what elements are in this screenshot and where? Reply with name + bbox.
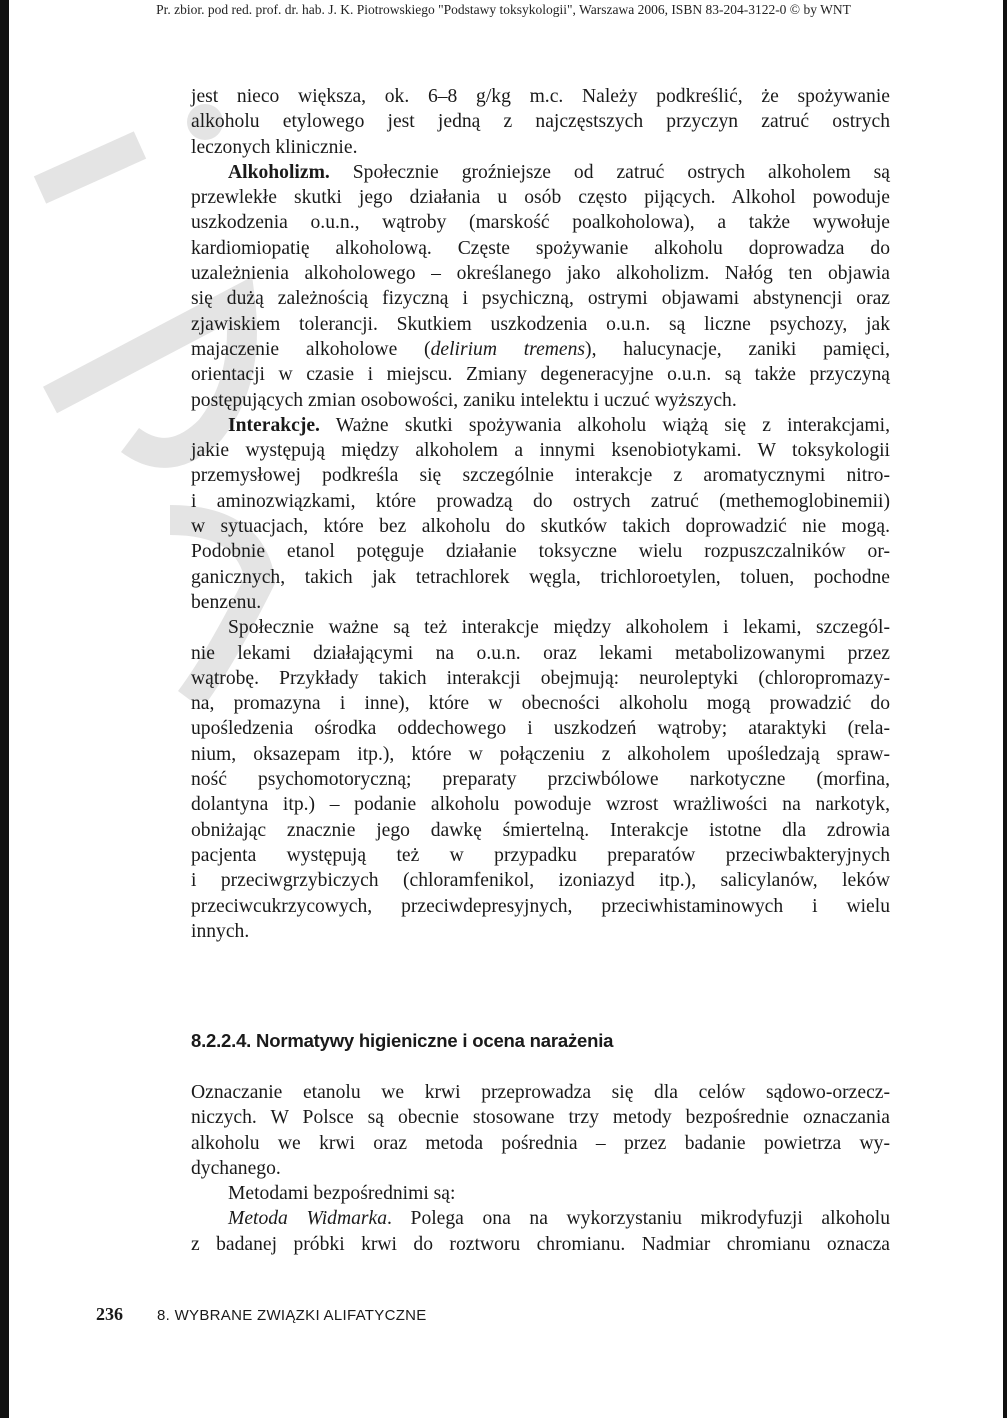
text-run: dolantyna itp.) – podanie alkoholu powoduje wzrost wrażliwości na narkotyk, — [191, 794, 890, 816]
text-run: przewlekłe skutki jego działania u osób często pijących. Alkohol powoduje — [191, 187, 890, 209]
text-run: jest nieco większa, ok. 6–8 g/kg m.c. Należy podkreślić, że spożywanie — [191, 86, 890, 107]
text-line — [191, 210, 890, 235]
text-line — [191, 236, 890, 261]
text-line — [191, 868, 890, 893]
text-line — [191, 388, 890, 413]
text-run: z badanej próbki krwi do roztworu chromianu. Nadmiar chromianu oznacza — [191, 1233, 890, 1255]
text-run: przeciwcukrzycowych, przeciwdepresyjnych, przeciwhistaminowych i wielu — [191, 895, 890, 917]
text-line — [191, 109, 890, 134]
text-line — [191, 1156, 890, 1181]
text-line — [191, 185, 890, 210]
page-footer — [96, 1304, 427, 1325]
italic-text: Metoda Widmarka — [228, 1208, 388, 1230]
text-run: leczonych klinicznie. — [191, 136, 358, 158]
text-line — [191, 792, 890, 817]
text-run: uzależnienia alkoholowego – określanego jako alkoholizm. Nałóg ten objawia — [191, 263, 890, 285]
scan-border-right — [1003, 0, 1007, 1418]
text-run: zjawiskiem tolerancji. Skutkiem uszkodzenia o.u.n. są liczne psychozy, jak — [191, 313, 890, 335]
italic-text: delirium tremens — [430, 338, 586, 360]
text-line — [191, 742, 890, 767]
text-run: ganicznych, takich jak tetrachlorek węgla, trichloroetylen, toluen, pochodne — [191, 566, 890, 588]
text-run: Ważne skutki spożywania alkoholu wiążą się z interakcjami, — [319, 414, 890, 436]
text-run: pacjenta występują też w przypadku preparatów przeciwbakteryjnych — [191, 844, 890, 866]
text-run: ), halucynacje, zaniki pamięci, — [585, 338, 890, 360]
text-line — [191, 312, 890, 337]
text-run: uszkodzenia o.u.n., wątroby (marskość poalkoholowa), a także wywołuje — [191, 212, 890, 234]
text-line — [191, 818, 890, 843]
text-line — [191, 894, 890, 919]
text-line — [191, 641, 890, 666]
text-line — [191, 1131, 890, 1156]
text-run: obniżając znacznie jego dawkę śmiertelną. Interakcje istotne dla zdrowia — [191, 819, 890, 841]
text-run: niczych. W Polsce są obecnie stosowane trzy metody bezpośrednie oznaczania — [191, 1107, 890, 1129]
text-run: Oznaczanie etanolu we krwi przeprowadza się dla celów sądowo-orzecz- — [191, 1082, 890, 1103]
text-run: w sytuacjach, które bez alkoholu do skutków takich doprowadzić nie mogą. — [191, 516, 890, 538]
text-run: majaczenie alkoholowe ( — [191, 338, 431, 360]
text-line — [191, 489, 890, 514]
text-line — [191, 691, 890, 716]
text-run: kardiomiopatię alkoholową. Częste spożywanie alkoholu doprowadza do — [191, 237, 890, 259]
text-line — [191, 666, 890, 691]
text-line — [191, 135, 890, 160]
text-line — [191, 565, 890, 590]
scan-border-left — [0, 0, 9, 1418]
text-run: innych. — [191, 920, 250, 942]
text-line — [191, 590, 890, 615]
text-line — [191, 286, 890, 311]
body-text-bottom — [191, 1080, 890, 1257]
text-run: Podobnie etanol potęguje działanie toksyczne wielu rozpuszczalników or- — [191, 541, 890, 563]
text-run: wątrobę. Przykłady takich interakcji obejmują: neuroleptyki (chloropromazy- — [191, 667, 890, 689]
text-line — [191, 1181, 890, 1206]
section-heading: 8.2.2.4. Normatywy higieniczne i ocena narażenia — [191, 1030, 614, 1051]
text-line — [191, 413, 890, 438]
text-run: się dużą zależnością fizyczną i psychiczną, ostrymi objawami abstynencji oraz — [191, 288, 890, 310]
text-line — [191, 1232, 890, 1257]
text-line — [191, 919, 890, 944]
run-in-heading: Interakcje. — [228, 414, 320, 436]
text-line — [191, 716, 890, 741]
text-run: upośledzenia ośrodka oddechowego i uszkodzeń wątroby; ataraktyki (rela- — [191, 718, 890, 740]
text-run: nium, oksazepam itp.), które w połączeniu z alkoholem upośledzają spraw- — [191, 743, 890, 765]
page-number: 236 — [96, 1304, 123, 1324]
text-line — [191, 84, 890, 109]
text-run: postępujących zmian osobowości, zaniku intelektu i uczuć wyższych. — [191, 389, 737, 411]
text-run: Metodami bezpośrednimi są: — [228, 1183, 456, 1205]
text-run: . Polega ona na wykorzystaniu mikrodyfuzji alkoholu — [387, 1208, 890, 1230]
text-line — [191, 463, 890, 488]
text-run: nie lekami działającymi na o.u.n. oraz lekami metabolizowanymi przez — [191, 642, 890, 664]
text-run: jakie występują między alkoholem a innymi ksenobiotykami. W toksykologii — [191, 440, 890, 462]
text-line — [191, 160, 890, 185]
text-run: alkoholu we krwi oraz metoda pośrednia – przez badanie powietrza wy- — [191, 1132, 890, 1154]
text-line — [191, 438, 890, 463]
text-line — [191, 362, 890, 387]
text-line — [191, 539, 890, 564]
text-run: dychanego. — [191, 1157, 281, 1179]
text-run: przemysłowej podkreśla się szczególnie interakcje z aromatycznymi nitro- — [191, 465, 890, 487]
text-line — [191, 615, 890, 640]
text-line — [191, 261, 890, 286]
text-line — [191, 767, 890, 792]
text-run: i przeciwgrzybiczych (chloramfenikol, izoniazyd itp.), salicylanów, leków — [191, 870, 890, 892]
text-run: ność psychomotoryczną; preparaty przciwbólowe narkotyczne (morfina, — [191, 769, 890, 791]
text-run: benzenu. — [191, 591, 262, 613]
text-run: Społecznie groźniejsze od zatruć ostrych alkoholem są — [329, 161, 890, 183]
text-run: orientacji w czasie i miejscu. Zmiany degeneracyjne o.u.n. są także przyczyną — [191, 364, 890, 386]
text-line — [191, 1105, 890, 1130]
copyright-header: Pr. zbior. pod red. prof. dr. hab. J. K. Piotrowskiego "Podstawy toksykologii", Warszawa 2006, ISBN 83-204-3122-0 © by WNT — [156, 2, 851, 17]
text-line — [191, 337, 890, 362]
run-in-heading: Alkoholizm. — [228, 161, 330, 183]
text-run: i aminozwiązkami, które prowadzą do ostrych zatruć (methemoglobinemii) — [191, 490, 890, 512]
text-run: Społecznie ważne są też interakcje między alkoholem i lekami, szczegól- — [228, 617, 890, 639]
text-line — [191, 1080, 890, 1105]
text-line — [191, 843, 890, 868]
text-run: alkoholu etylowego jest jedną z najczęstszych przyczyn zatruć ostrych — [191, 111, 890, 133]
text-line — [191, 514, 890, 539]
chapter-title: 8. WYBRANE ZWIĄZKI ALIFATYCZNE — [157, 1307, 427, 1324]
body-text-top — [191, 84, 890, 944]
text-line — [191, 1206, 890, 1231]
text-run: na, promazyna i inne), które w obecności alkoholu mogą prowadzić do — [191, 693, 890, 715]
